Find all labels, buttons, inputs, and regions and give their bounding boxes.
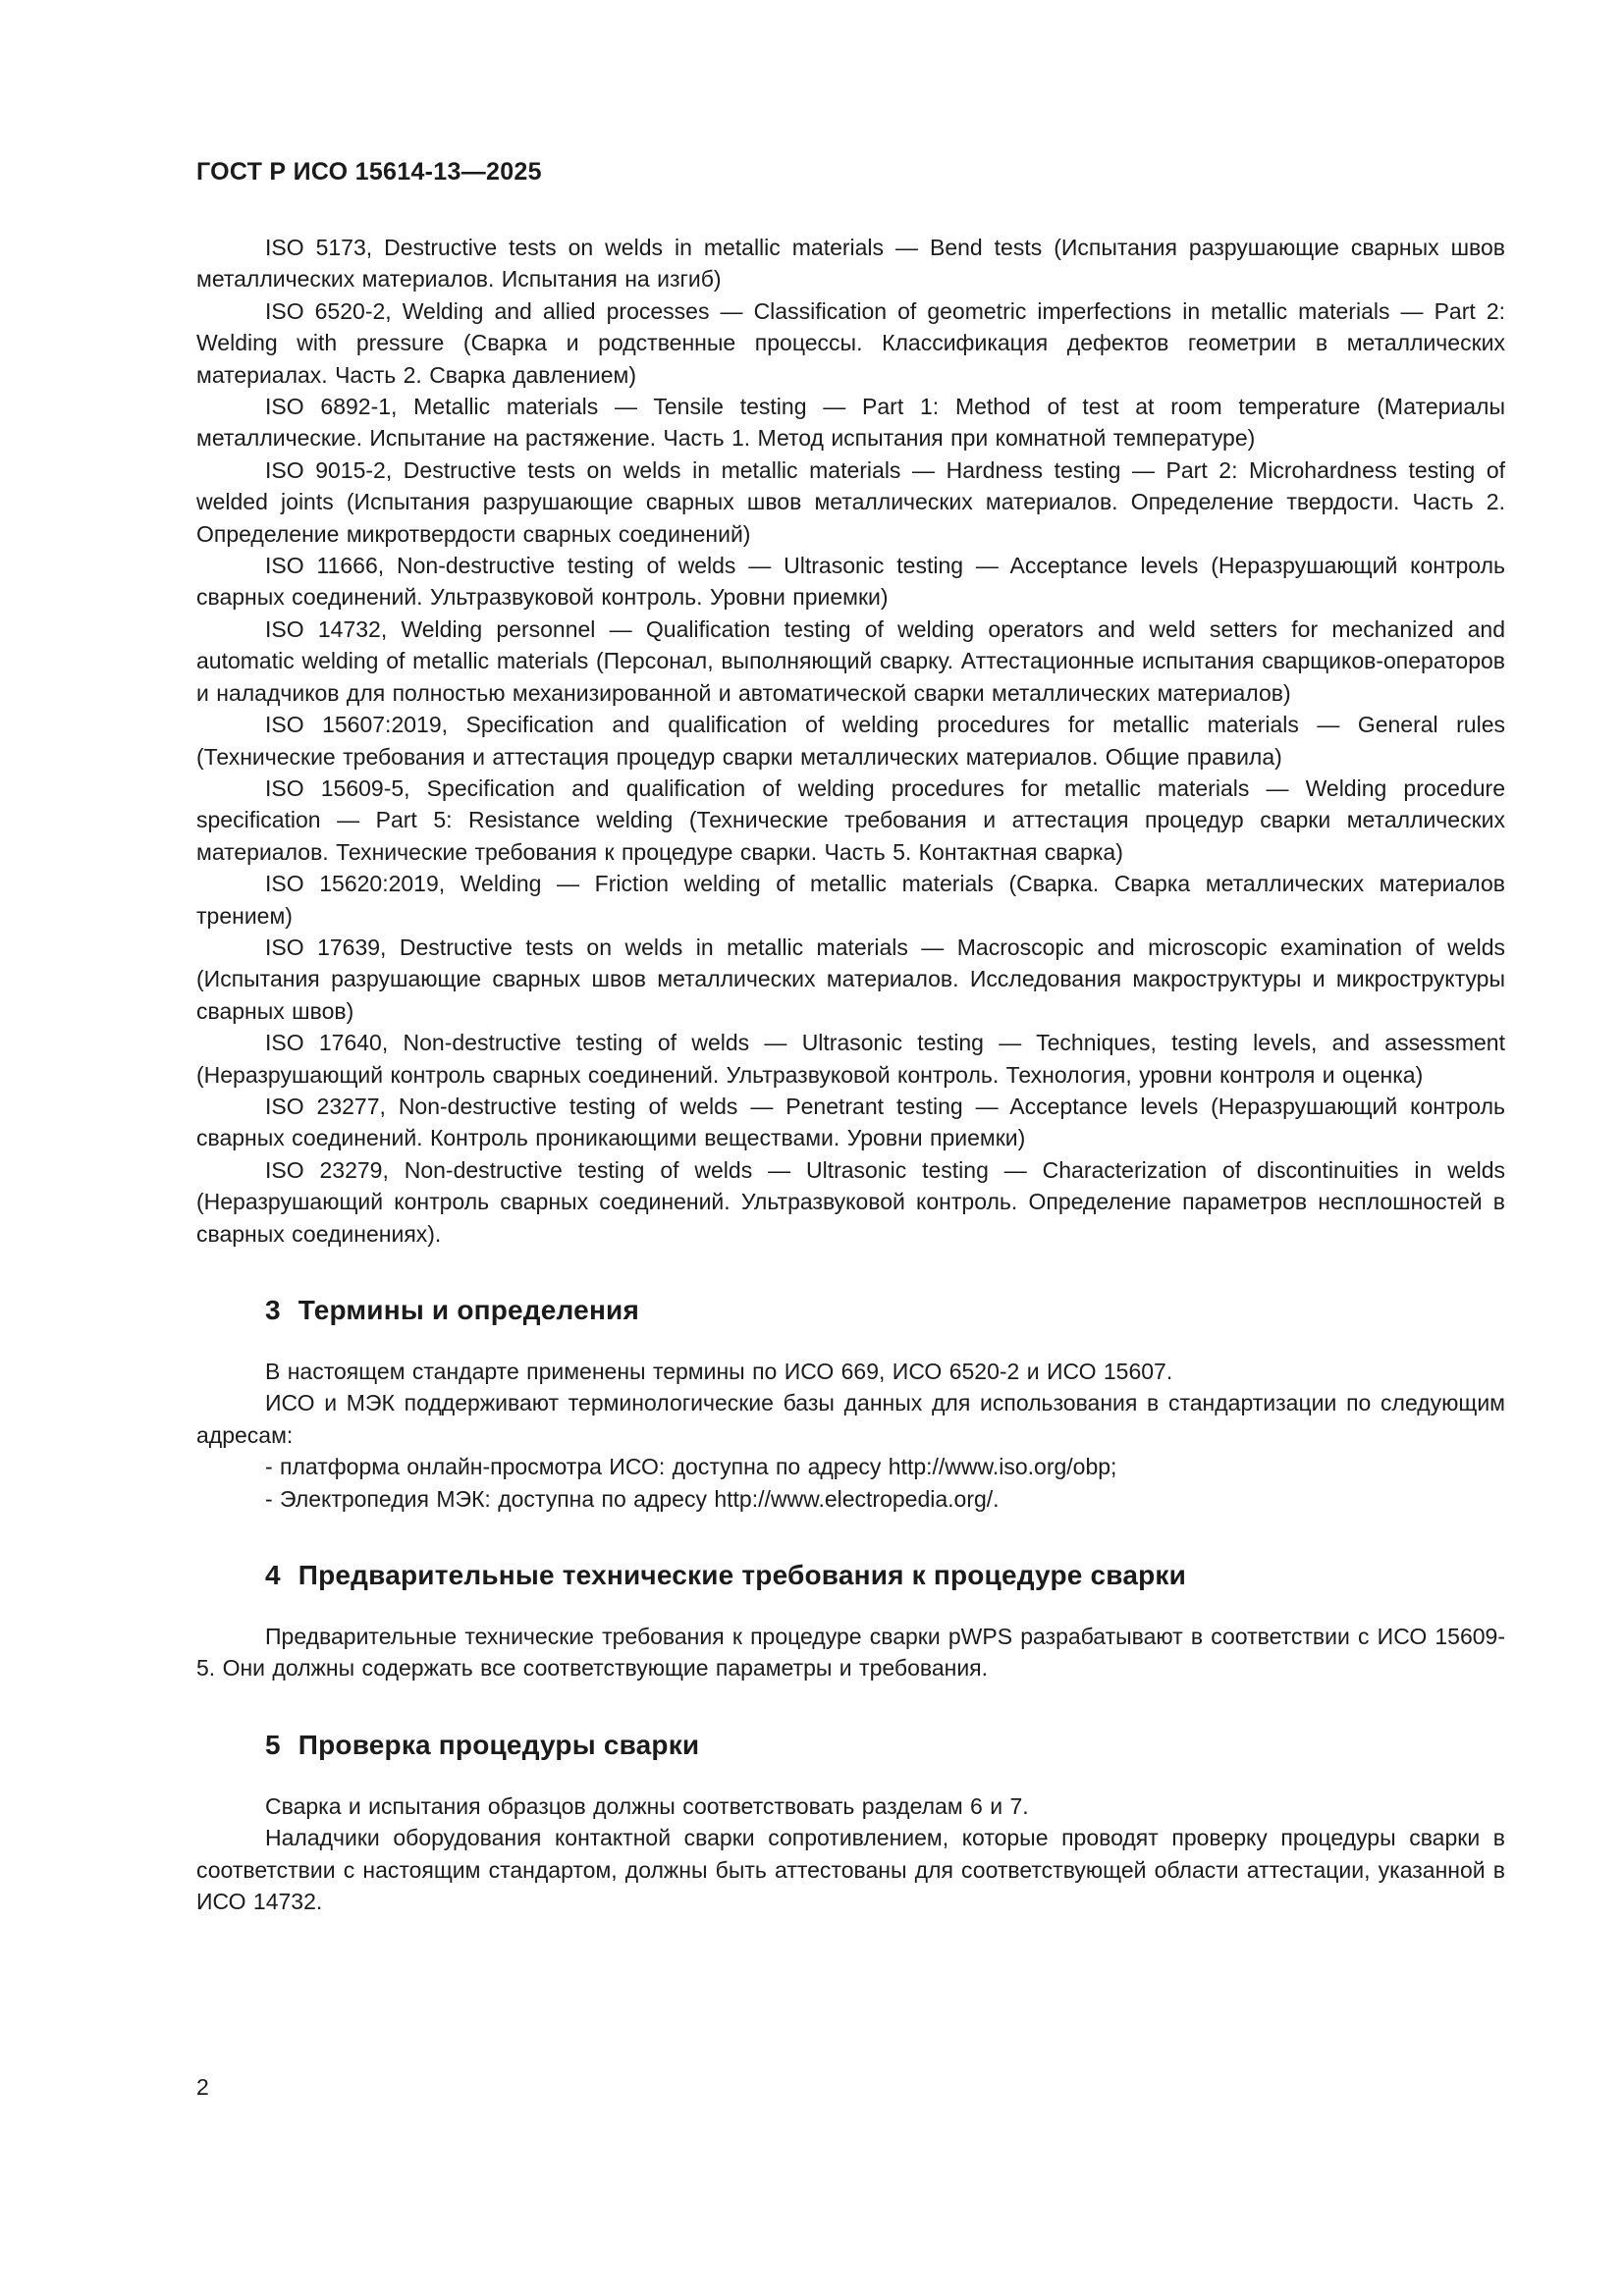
reference-paragraph: ISO 15609-5, Specification and qualification of welding procedures for metallic materials — Welding procedure specification — Part 5: Resistance welding (Технические требования и аттестация процедур сварки металлических материалов. Технические требования к процедуре сварки. Часть 5. Контактная сварка): [196, 774, 1505, 865]
reference-paragraph: ISO 11666, Non-destructive testing of welds — Ultrasonic testing — Acceptance levels (Неразрушающий контроль сварных соединений. Ультразвуковой контроль. Уровни приемки): [196, 553, 1505, 611]
section-title: Предварительные технические требования к процедуре сварки: [298, 1560, 1187, 1591]
reference-paragraph: ISO 5173, Destructive tests on welds in metallic materials — Bend tests (Испытания разрушающие сварных швов металлических материалов. Испытания на изгиб): [196, 235, 1505, 293]
reference-paragraph: ISO 23277, Non-destructive testing of welds — Penetrant testing — Acceptance levels (Неразрушающий контроль сварных соединений. Контроль проникающими веществами. Уровни приемки): [196, 1093, 1505, 1151]
reference-paragraph: ISO 9015-2, Destructive tests on welds in metallic materials — Hardness testing — Part 2: Microhardness testing of welded joints (Испытания разрушающие сварных швов металлических материалов. Определение твердости. Часть 2. Определение микротвердости сварных соединений): [196, 456, 1505, 547]
body-paragraph: Предварительные технические требования к процедуре сварки pWPS разрабатывают в соответствии с ИСО 15609-5. Они должны содержать все соответствующие параметры и требования.: [196, 1624, 1505, 1682]
reference-paragraph: ISO 15607:2019, Specification and qualification of welding procedures for metallic materials — General rules (Технические требования и аттестация процедур сварки металлических материалов. Общие правила): [196, 712, 1505, 770]
page-number: 2: [196, 2074, 209, 2100]
document-code-header: ГОСТ Р ИСО 15614-13—2025: [196, 158, 542, 186]
section-number: 5: [265, 1729, 281, 1760]
section-4-preliminary-wps-requirements: [196, 1558, 1505, 1684]
section-title: Термины и определения: [298, 1295, 640, 1325]
section-3-terms-and-definitions: [196, 1293, 1505, 1515]
reference-paragraph: ISO 15620:2019, Welding — Friction welding of metallic materials (Сварка. Сварка металлических материалов трением): [196, 871, 1505, 929]
section-title: Проверка процедуры сварки: [298, 1729, 700, 1760]
dash-list-item: - платформа онлайн-просмотра ИСО: доступна по адресу http://www.iso.org/obp;: [265, 1454, 1117, 1480]
body-paragraph: Наладчики оборудования контактной сварки сопротивлением, которые проводят проверку процедуры сварки в соответствии с настоящим стандартом, должны быть аттестованы для соответствующей области аттестации, указанной в ИСО 14732.: [196, 1825, 1505, 1915]
body-paragraph: В настоящем стандарте применены термины по ИСО 669, ИСО 6520-2 и ИСО 15607.: [265, 1359, 1173, 1384]
normative-references-list: [196, 232, 1505, 1250]
section-5-welding-procedure-test: [196, 1728, 1505, 1918]
reference-paragraph: ISO 17639, Destructive tests on welds in metallic materials — Macroscopic and microscopic examination of welds (Испытания разрушающие сварных швов металлических материалов. Исследования макроструктуры и микроструктуры сварных швов): [196, 934, 1505, 1024]
section-3-heading: [196, 1293, 1505, 1328]
reference-paragraph: ISO 14732, Welding personnel — Qualification testing of welding operators and weld setters for mechanized and automatic welding of metallic materials (Персонал, выполняющий сварку. Аттестационные испытания сварщиков-операторов и наладчиков для полностью механизированной и автоматической сварки металлических материалов): [196, 615, 1505, 706]
reference-paragraph: ISO 6520-2, Welding and allied processes — Classification of geometric imperfections in metallic materials — Part 2: Welding with pressure (Сварка и родственные процессы. Классификация дефектов геометрии в металлических материалах. Часть 2. Сварка давлением): [196, 297, 1505, 388]
section-5-heading: [196, 1728, 1505, 1763]
body-paragraph: ИСО и МЭК поддерживают терминологические базы данных для использования в стандартизации по следующим адресам:: [196, 1390, 1505, 1448]
page-content: [196, 0, 1505, 1917]
section-number: 3: [265, 1295, 281, 1325]
section-4-heading: [196, 1558, 1505, 1593]
section-number: 4: [265, 1560, 281, 1591]
reference-paragraph: ISO 23279, Non-destructive testing of welds — Ultrasonic testing — Characterization of discontinuities in welds (Неразрушающий контроль сварных соединений. Ультразвуковой контроль. Определение параметров несплошностей в сварных соединениях).: [196, 1156, 1505, 1247]
dash-list-item: - Электропедия МЭК: доступна по адресу http://www.electropedia.org/.: [265, 1485, 1000, 1512]
reference-paragraph: ISO 17640, Non-destructive testing of welds — Ultrasonic testing — Techniques, testing levels, and assessment (Неразрушающий контроль сварных соединений. Ультразвуковой контроль. Технология, уровни контроля и оценка): [196, 1030, 1505, 1088]
body-paragraph: Сварка и испытания образцов должны соответствовать разделам 6 и 7.: [265, 1792, 1029, 1819]
reference-paragraph: ISO 6892-1, Metallic materials — Tensile testing — Part 1: Method of test at room temperature (Материалы металлические. Испытание на растяжение. Часть 1. Метод испытания при комнатной температуре): [196, 394, 1505, 452]
